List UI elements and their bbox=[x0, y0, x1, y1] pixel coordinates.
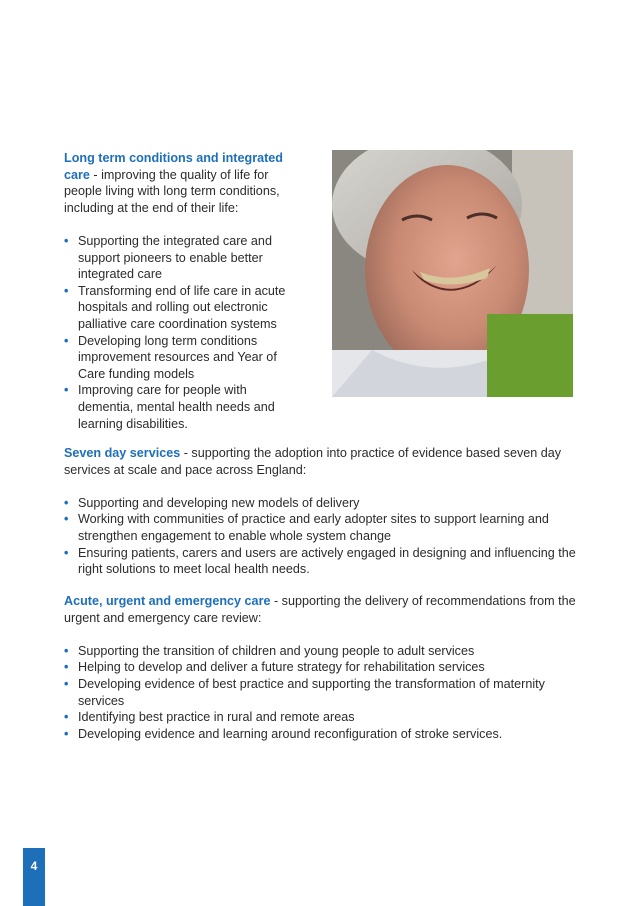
list-item: • Developing evidence of best practice and supporting the transformation of maternity services bbox=[64, 676, 545, 708]
list-item: • Developing long term conditions improvement resources and Year of Care funding models bbox=[64, 333, 277, 381]
list-item: • Supporting the transition of children and young people to adult services bbox=[64, 643, 475, 658]
bullet-icon: • bbox=[64, 495, 69, 510]
list-item: • Identifying best practice in rural and remote areas bbox=[64, 710, 355, 725]
section-text: - supporting the adoption into practice of evidence based seven day services at scale and pace across England: bbox=[64, 446, 562, 477]
acute-urgent-emergency-section bbox=[64, 593, 584, 742]
section-intro bbox=[64, 150, 304, 216]
section-text: - supporting the delivery of recommendations from the urgent and emergency care review: bbox=[64, 594, 576, 625]
list-item: • Working with communities of practice and early adopter sites to support learning and strengthen engagement to enable whole system change bbox=[64, 512, 549, 543]
bullet-icon: • bbox=[64, 512, 69, 527]
list-item: • Helping to develop and deliver a future strategy for rehabilitation services bbox=[64, 660, 485, 675]
long-term-conditions-section bbox=[64, 150, 304, 432]
green-accent-square bbox=[487, 314, 573, 397]
page-number-tab bbox=[23, 848, 45, 906]
list-item: • Developing evidence and learning around reconfiguration of stroke services. bbox=[64, 726, 503, 741]
section-heading: Acute, urgent and emergency care bbox=[64, 594, 271, 608]
bullet-icon: • bbox=[64, 726, 69, 741]
bullet-icon: • bbox=[64, 710, 69, 725]
bullet-list bbox=[64, 643, 584, 743]
list-item: • Improving care for people with dementia, mental health needs and learning disabilities. bbox=[64, 383, 275, 431]
bullet-icon: • bbox=[64, 676, 69, 691]
section-heading: Seven day services bbox=[64, 446, 181, 460]
list-item: • Transforming end of life care in acute hospitals and rolling out electronic palliative care coordination systems bbox=[64, 283, 286, 331]
bullet-icon: • bbox=[64, 383, 69, 398]
bullet-list bbox=[64, 495, 584, 578]
bullet-list bbox=[64, 233, 304, 432]
page-number: 4 bbox=[30, 859, 38, 873]
section-text: - improving the quality of life for people living with long term conditions, including at the end of their life: bbox=[64, 167, 280, 215]
bullet-icon: • bbox=[64, 660, 69, 675]
bullet-icon: • bbox=[64, 643, 69, 658]
list-item: • Supporting and developing new models of delivery bbox=[64, 495, 360, 510]
section-heading: Long term conditions and integrated care bbox=[64, 151, 283, 182]
seven-day-services-section bbox=[64, 445, 584, 578]
section-intro bbox=[64, 445, 584, 478]
bullet-icon: • bbox=[64, 333, 69, 348]
bullet-icon: • bbox=[64, 283, 69, 298]
section-intro bbox=[64, 593, 584, 626]
list-item: • Ensuring patients, carers and users are actively engaged in designing and influencing the right solutions to meet local health needs. bbox=[64, 545, 576, 577]
list-item: • Supporting the integrated care and support pioneers to enable better integrated care bbox=[64, 233, 272, 282]
bullet-icon: • bbox=[64, 233, 69, 248]
bullet-icon: • bbox=[64, 545, 69, 560]
